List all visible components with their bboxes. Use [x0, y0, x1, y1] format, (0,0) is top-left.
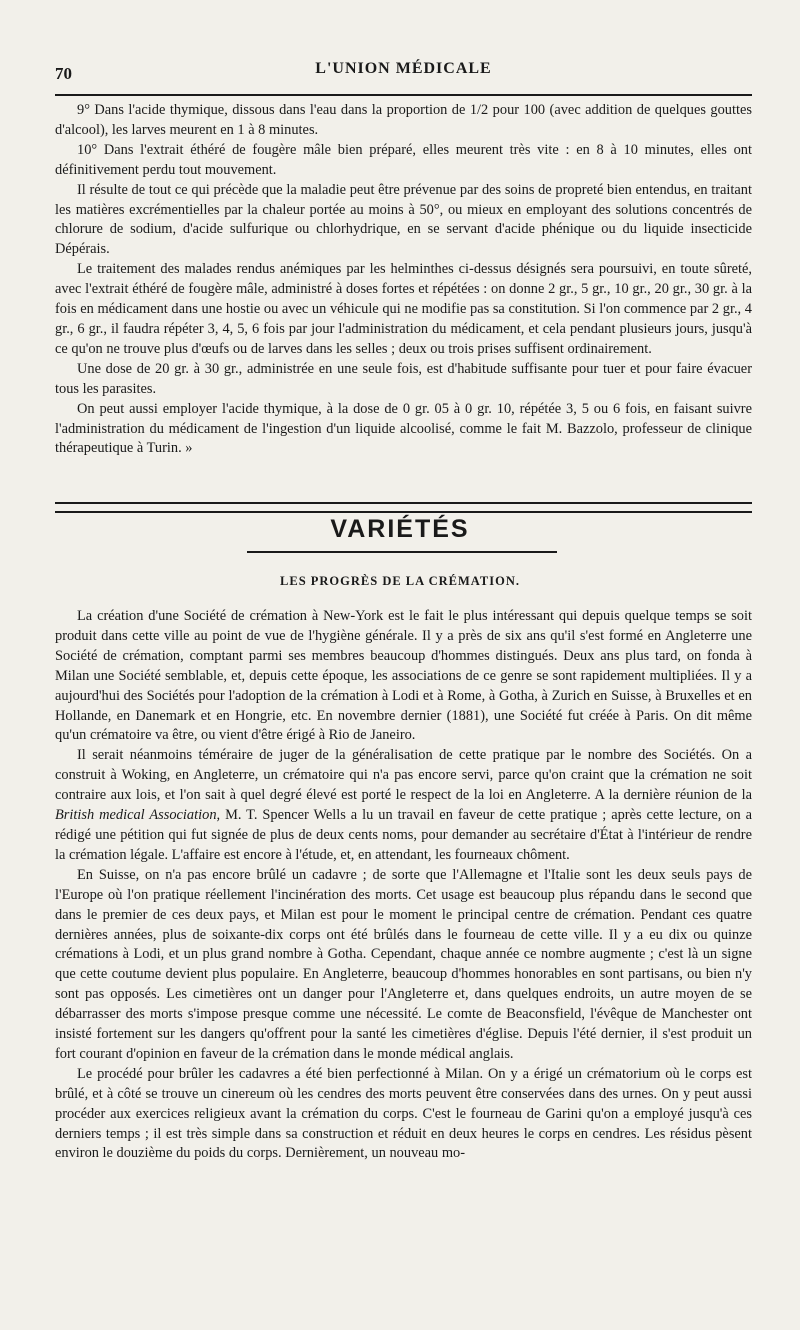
paragraph: Il résulte de tout ce qui précède que la maladie peut être prévenue par des soins de propreté bien entendus, en traitant les matières excrémentielles par la chaleur portée au moins à 50°, ou mieux en employant des solutions concentrés de chlorure de sodium, d'acide sulfurique ou chlorhydrique, en se servant d'acide phénique ou du liquide insecticide Dépérais.	[55, 181, 752, 258]
header-rule	[55, 94, 752, 96]
section-title: VARIÉTÉS	[330, 515, 470, 543]
paragraph: En Suisse, on n'a pas encore brûlé un cadavre ; de sorte que l'Allemagne et l'Italie sont les deux seuls pays de l'Europe où l'on pratique réellement l'incinération des morts. Cet usage est beaucoup plus répandu dans le second que dans le premier de ces deux pays, et Milan est pour le moment le principal centre de crémation. Pendant ces quatre dernières années, plus de soixante-dix corps ont été brûlés dans le fourneau de cette ville. Il y a eu dix ou quinze crémations à Lodi, et un plus grand nombre à Gotha. Cependant, chaque année ce nombre augmente ; c'est là un signe que cette coutume devient plus populaire. En Angleterre, beaucoup d'hommes honorables en sont partisans, ou bien n'y sont pas opposés. Les cimetières ont un danger pour l'Angleterre et, dans quelques endroits, un autre moyen de se débarrasser des morts s'impose presque comme une nécessité. Le comte de Beaconsfield, l'évêque de Manchester ont insisté fortement sur les dangers qu'offrent pour la santé les cimetières d'église. Depuis l'été dernier, il s'est produit un fort courant d'opinion en faveur de la crémation dans le monde médical anglais.	[55, 866, 752, 1062]
page-number: 70	[55, 64, 72, 83]
paragraph: On peut aussi employer l'acide thymique, à la dose de 0 gr. 05 à 0 gr. 10, répétée 3, 5 ou 6 fois, en faisant suivre l'administration du médicament de l'ingestion d'un liquide alcoolisé, comme le fait M. Bazzolo, professeur de clinique thérapeutique à Turin. »	[55, 400, 752, 457]
paragraph: Une dose de 20 gr. à 30 gr., administrée en une seule fois, est d'habitude suffisante pour tuer et pour faire évacuer tous les parasites.	[55, 360, 752, 397]
article-body	[55, 607, 752, 1164]
paragraph: 9° Dans l'acide thymique, dissous dans l'eau dans la proportion de 1/2 pour 100 (avec addition de quelques gouttes d'alcool), les larves meurent en 1 à 8 minutes.	[55, 102, 752, 138]
page-header	[55, 56, 752, 86]
text-run: Il serait néanmoins téméraire de juger de la généralisation de cette pratique par le nombre des Sociétés. On a construit à Woking, en Angleterre, un crématoire qui n'a pas encore servi, parce qu'on craint que la crémation ne soit contraire aux lois, et l'on sait à quel degré élevé est porté le respect de la loi en Angleterre. A la dernière réunion de la	[55, 747, 752, 804]
running-title: L'UNION MÉDICALE	[315, 60, 492, 77]
text-run: M. T. Spencer Wells a lu un travail en faveur de cette pratique ; après cette lecture, on a rédigé une pétition qui fut signée de plus de deux cents noms, pour demander au secrétaire d'État à l'intérieur de rendre la crémation légale. L'affaire est encore à l'étude, et, en attendant, les fourneaux chôment.	[55, 807, 753, 863]
paragraph: 10° Dans l'extrait éthéré de fougère mâle bien préparé, elles meurent très vite : en 8 à 10 minutes, elles ont définitivement perdu tout mouvement.	[55, 141, 752, 178]
continued-text	[55, 101, 752, 459]
paragraph: La création d'une Société de crémation à New-York est le fait le plus intéressant qui depuis quelque temps se soit produit dans cette ville au point de vue de l'hygiène générale. Il y a près de six ans qu'il s'est formé en Angleterre une Société de crémation, comptant parmi ses membres beaucoup d'hommes distingués. Deux ans plus tard, on fonda à Milan une Société semblable, et, depuis cette époque, les associations de ce genre se sont rapidement multipliées. Il y a aujourd'hui des Sociétés pour l'adoption de la crémation à Lodi et à Rome, à Gotha, à Zurich en Suisse, à Bruxelles et en Hollande, en Danemark et en Hongrie, etc. En novembre dernier (1881), une Société fut créée à Paris. On dit même qu'un crématoire va être, ou vient d'être érigé à Rio de Janeiro.	[55, 608, 752, 744]
title-rule	[247, 551, 557, 553]
section-divider	[55, 502, 752, 513]
italic-title: British medical Association,	[55, 807, 221, 824]
paragraph	[55, 746, 752, 865]
paragraph: Le procédé pour brûler les cadavres a été bien perfectionné à Milan. On y a érigé un crématorium où le corps est brûlé, et à côté se trouve un cinereum où les cendres des morts peuvent être conservées dans des urnes. On y peut aussi procéder aux exercices religieux avant la crémation du corps. C'est le fourneau de Garini qu'on a employé jusqu'à ces derniers temps ; il est très simple dans sa construction et réduit en deux heures le corps en cendres. Les résidus pèsent environ le douzième du poids du corps. Dernièrement, un nouveau mo-	[55, 1065, 752, 1162]
article-title: LES PROGRÈS DE LA CRÉMATION.	[280, 574, 520, 588]
paragraph: Le traitement des malades rendus anémiques par les helminthes ci-dessus désignés sera poursuivi, en toute sûreté, avec l'extrait éthéré de fougère mâle, administré à doses fortes et répétées : on donne 2 gr., 5 gr., 10 gr., 20 gr., 30 gr. à la fois en médicament dans une hostie ou avec un véhicule qui ne modifie pas sa constitution. Si l'on commence par 2 gr., 4 gr., 6 gr., il faudra répéter 3, 4, 5, 6 fois par jour l'administration du médicament, et cela pendant plusieurs jours, jusqu'à ce qu'on ne trouve plus d'œufs ou de larves dans les selles ; deux ou trois prises suffisent ordinairement.	[55, 261, 752, 357]
